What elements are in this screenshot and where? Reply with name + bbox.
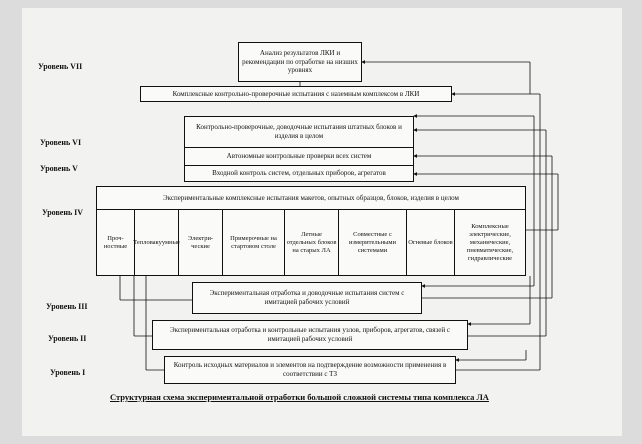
level-4-label: Уровень IV [42, 208, 84, 217]
diagram-caption: Структурная схема экспериментальной отработки большой сложной системы типа комплекса ЛА [110, 392, 489, 402]
control-units-box: Контрольно-проверочные, доводочные испытания штатных блоков и изделия в целом [184, 116, 414, 148]
sub-test-launch-pad: Примерочные на стартовом столе [223, 210, 285, 276]
level-1-label: Уровень I [50, 368, 86, 377]
level-3-box: Экспериментальная отработка и доводочные испытания систем с имитацией рабочих условий [192, 282, 422, 314]
level-2-box: Экспериментальная отработка и контрольные испытания узлов, приборов, агрегатов, связей с имитацией рабочих условий [152, 320, 468, 350]
input-control-box: Входной контроль систем, отдельных приборов, агрегатов [184, 166, 414, 182]
sub-test-joint: Совместные с измерительными системами [339, 210, 407, 276]
sub-test-complex: Комплексные электрические, механические, пневматические, гидравлические [466, 222, 514, 263]
sub-test-thermovacuum: Тепловакуумные [135, 210, 179, 276]
sub-test-fire: Огневые блоков [407, 210, 455, 276]
level-7-label: Уровень VII [38, 62, 83, 71]
sub-test-flight: Летные отдельных блоков на старых ЛА [285, 210, 339, 276]
sub-test-strength: Проч-ностные [97, 210, 135, 276]
level-3-label: Уровень III [46, 302, 88, 311]
level-1-box: Контроль исходных материалов и элементов на подтверждение возможности применения в соответствии с ТЗ [164, 356, 456, 384]
autonomous-box: Автономные контрольные проверки всех систем [184, 148, 414, 166]
level-6-label: Уровень VI [40, 138, 82, 147]
level-2-label: Уровень II [48, 334, 87, 343]
experimental-complex-title: Экспериментальные комплексные испытания макетов, опытных образцов, блоков, изделия в целом [97, 187, 525, 210]
analysis-box: Анализ результатов ЛКИ и рекомендации по отработке на низших уровнях [238, 42, 362, 82]
complex-test-box: Комплексные контрольно-проверочные испытания с наземным комплексом в ЛКИ [140, 86, 452, 102]
sub-test-electrical: Электри-ческие [179, 210, 223, 276]
level-5-label: Уровень V [40, 164, 78, 173]
